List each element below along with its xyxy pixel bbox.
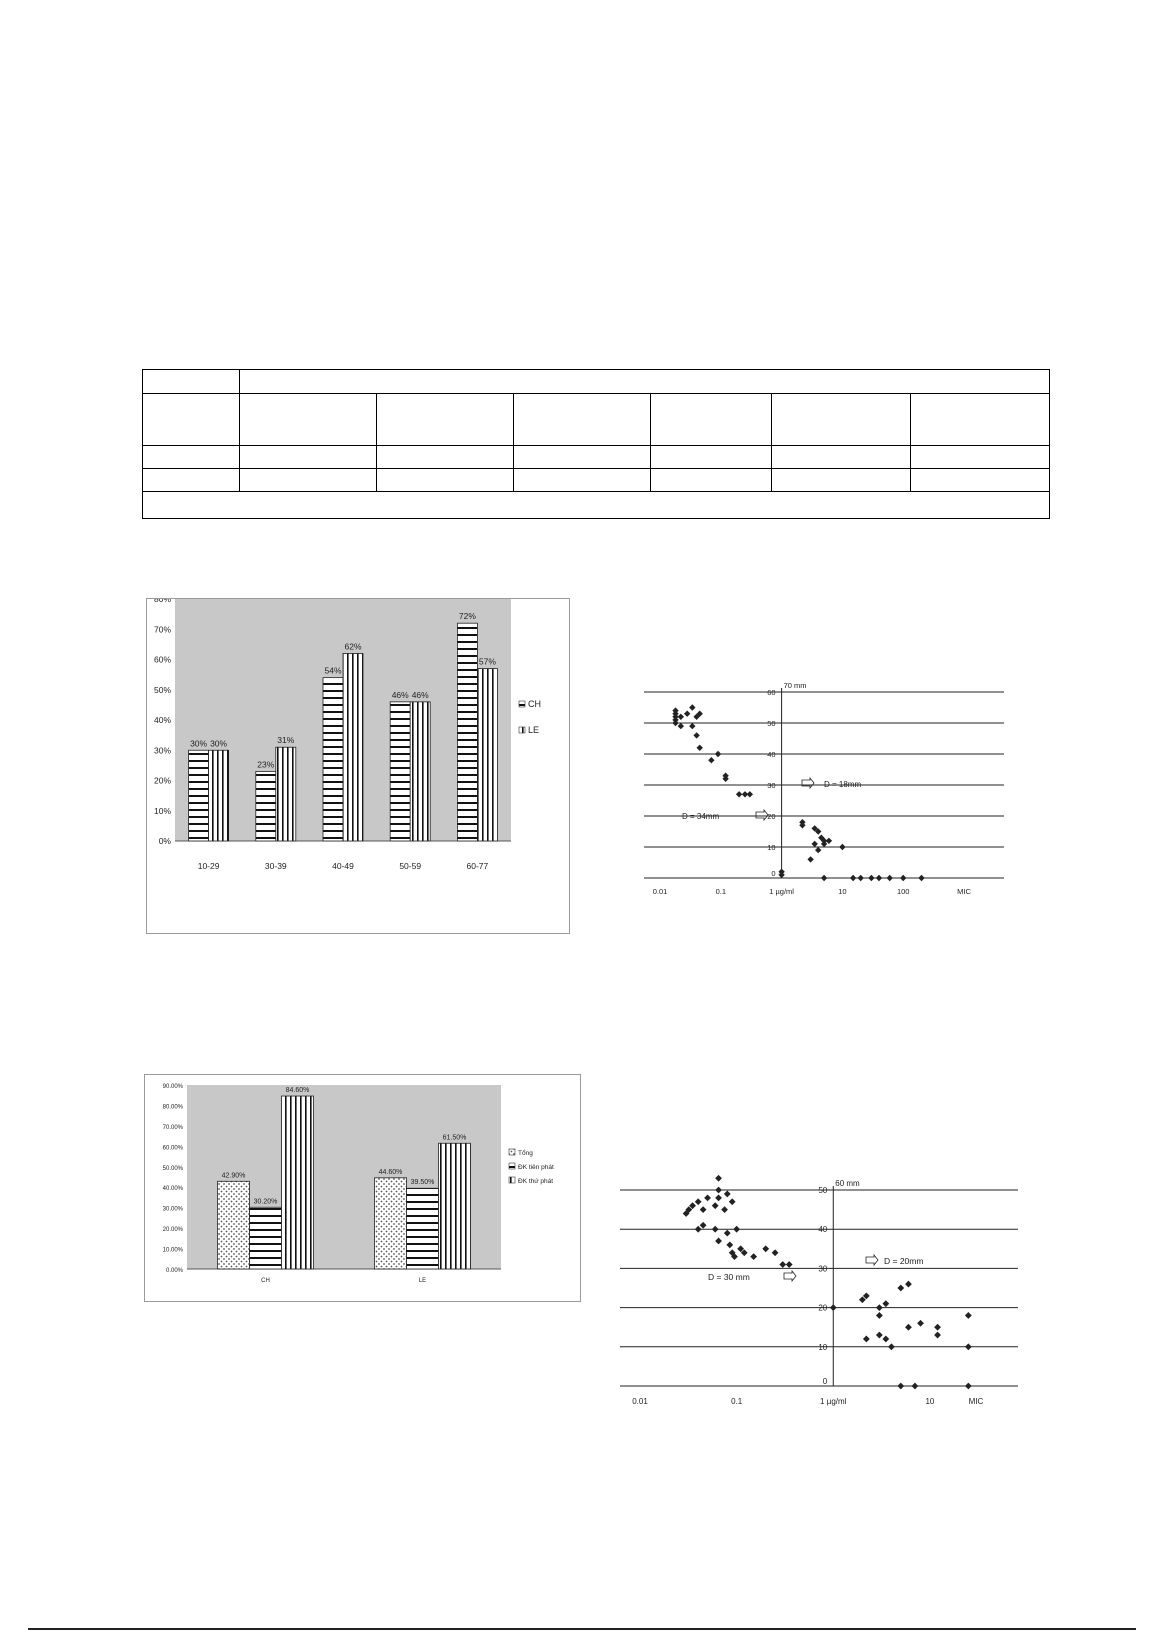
legend-swatch — [509, 1177, 515, 1183]
data-point — [726, 1241, 733, 1248]
bar-ĐK tiên phát-LE — [407, 1188, 439, 1269]
x-tick-label: 10 — [838, 887, 847, 896]
y-tick-label: 60.00% — [162, 1145, 183, 1152]
data-label: 61.50% — [442, 1134, 467, 1142]
y-tick-label: 60 — [767, 688, 776, 697]
data-point — [965, 1343, 972, 1350]
page-bottom-rule — [28, 1628, 1136, 1630]
data-point — [779, 1261, 786, 1268]
legend-swatch — [509, 1163, 515, 1169]
data-point — [712, 1226, 719, 1233]
data-point — [811, 841, 817, 847]
legend-label: ĐK tiên phát — [518, 1164, 554, 1171]
data-point — [917, 1320, 924, 1327]
legend-label: LE — [528, 725, 540, 735]
table-cell — [911, 445, 1050, 468]
y-axis-title: 60 mm — [835, 1179, 860, 1188]
y-tick-label: 20 — [767, 812, 776, 821]
bar-Tổng-LE — [375, 1178, 407, 1269]
table-cell — [240, 370, 1050, 394]
table-cell — [911, 468, 1050, 491]
data-point — [897, 1285, 904, 1292]
data-point — [697, 745, 703, 751]
y-tick-label: 0 — [822, 1377, 828, 1386]
data-label: 44.60% — [378, 1168, 403, 1176]
bar-LE-40-49 — [343, 653, 363, 841]
y-tick-label: 0 — [771, 869, 776, 878]
data-point — [876, 1332, 883, 1339]
y-tick-label: 30% — [153, 745, 171, 756]
data-point — [826, 838, 832, 844]
table-cell — [651, 394, 772, 445]
table-cell — [377, 394, 514, 445]
data-point — [715, 1194, 722, 1201]
data-label: 42.90% — [221, 1172, 246, 1180]
x-tick-label: 1 µg/ml — [769, 887, 794, 896]
legend-swatch — [519, 727, 525, 733]
data-point — [689, 704, 695, 710]
annotation: D = 30 mm — [708, 1272, 750, 1282]
table-cell — [143, 394, 240, 445]
x-tick-label: 40-49 — [332, 861, 354, 871]
y-tick-label: 40% — [153, 715, 171, 725]
group-bar-chart — [144, 1074, 581, 1302]
data-label: 39.50% — [410, 1179, 435, 1187]
data-point — [918, 875, 924, 881]
data-point — [815, 847, 821, 853]
data-label: 46% — [411, 689, 429, 700]
age-group-bar-svg — [147, 599, 569, 933]
data-label: 30% — [210, 738, 228, 749]
data-point — [729, 1198, 736, 1205]
table-cell — [377, 445, 514, 468]
bar-CH-60-77 — [457, 623, 477, 841]
data-point — [912, 1383, 919, 1390]
data-label: 23% — [257, 759, 275, 770]
table-cell — [772, 394, 911, 445]
x-tick-label: 60-77 — [466, 861, 489, 871]
bar-LE-50-59 — [410, 702, 430, 841]
data-point — [900, 875, 906, 881]
arrow-icon — [866, 1255, 878, 1265]
x-tick-label: 0.01 — [632, 1397, 648, 1406]
data-point — [858, 875, 864, 881]
table-cell — [143, 468, 240, 491]
x-tick-label: 0.01 — [652, 887, 668, 896]
data-point — [695, 1198, 702, 1205]
data-point — [965, 1312, 972, 1319]
bar-LE-10-29 — [209, 750, 229, 841]
data-point — [742, 791, 748, 797]
y-tick-label: 60% — [153, 654, 171, 665]
data-point — [882, 1336, 889, 1343]
data-point — [905, 1324, 912, 1331]
data-point — [708, 757, 714, 763]
x-tick-label: 1 µg/ml — [820, 1397, 847, 1406]
x-tick-label: LE — [418, 1278, 427, 1284]
bar-ĐK thứ phát-CH — [282, 1096, 314, 1269]
data-label: 72% — [458, 611, 476, 622]
data-point — [850, 875, 856, 881]
data-point — [876, 1304, 883, 1311]
data-point — [839, 844, 845, 850]
y-tick-label: 30 — [767, 781, 776, 790]
data-point — [876, 875, 882, 881]
y-tick-label: 70% — [153, 624, 171, 635]
data-point — [721, 1206, 728, 1213]
y-tick-label: 10 — [767, 843, 776, 852]
bar-ĐK thứ phát-LE — [439, 1143, 471, 1269]
x-tick-label: CH — [261, 1278, 270, 1284]
arrow-icon — [802, 778, 814, 788]
table-cell — [651, 445, 772, 468]
legend-swatch — [519, 701, 525, 707]
scatter-bottom-svg — [620, 1166, 1040, 1420]
bar-CH-30-39 — [256, 771, 276, 841]
arrow-icon — [756, 810, 768, 820]
data-label: 54% — [324, 665, 342, 676]
y-tick-label: 10 — [818, 1342, 828, 1352]
data-point — [736, 791, 742, 797]
scatter-bottom-chart — [620, 1166, 1040, 1420]
x-tick-label: 10-29 — [197, 861, 220, 871]
group-bar-svg — [145, 1075, 580, 1301]
y-tick-label: 50.00% — [162, 1165, 183, 1172]
data-point — [715, 1238, 722, 1245]
x-tick-label: MIC — [957, 887, 971, 896]
data-table — [142, 369, 1050, 519]
data-label: 46% — [391, 689, 409, 700]
age-group-bar-chart — [146, 598, 570, 934]
data-point — [888, 1343, 895, 1350]
table-cell — [651, 468, 772, 491]
data-point — [934, 1332, 941, 1339]
table-cell — [143, 492, 1050, 519]
y-tick-label: 40 — [818, 1225, 828, 1235]
bar-ĐK tiên phát-CH — [250, 1207, 282, 1269]
y-tick-label: 20.00% — [162, 1227, 183, 1234]
data-point — [715, 1175, 722, 1182]
bar-CH-40-49 — [323, 678, 343, 841]
y-tick-label: 0% — [158, 836, 171, 846]
data-point — [704, 1194, 711, 1201]
data-point — [807, 856, 813, 862]
data-point — [712, 1202, 719, 1209]
data-point — [700, 1222, 707, 1229]
table-cell — [514, 394, 651, 445]
data-point — [821, 875, 827, 881]
data-point — [772, 1249, 779, 1256]
y-tick-label: 40.00% — [162, 1186, 183, 1193]
legend-swatch — [509, 1149, 515, 1155]
y-tick-label: 50% — [153, 684, 171, 695]
data-point — [715, 1187, 722, 1194]
y-tick-label: 0.00% — [165, 1268, 183, 1274]
x-tick-label: 100 — [896, 887, 910, 896]
y-tick-label: 40 — [767, 750, 776, 759]
data-point — [684, 711, 690, 717]
data-point — [689, 723, 695, 729]
data-point — [876, 1312, 883, 1319]
data-label: 62% — [344, 641, 362, 652]
data-label: 57% — [478, 656, 496, 667]
y-axis-title: 70 mm — [783, 681, 807, 690]
y-tick-label: 10.00% — [162, 1247, 183, 1254]
data-point — [724, 1230, 731, 1237]
annotation: D = 20mm — [884, 1256, 924, 1266]
table-cell — [143, 370, 240, 394]
scatter-top-svg — [644, 668, 1014, 916]
data-point — [863, 1336, 870, 1343]
bar-CH-10-29 — [189, 750, 209, 841]
table-cell — [772, 468, 911, 491]
y-tick-label: 30 — [818, 1264, 828, 1274]
table-cell — [240, 468, 377, 491]
legend-label: Tổng — [518, 1150, 533, 1157]
table-cell — [240, 445, 377, 468]
table-cell — [143, 445, 240, 468]
data-point — [678, 714, 684, 720]
data-point — [700, 1206, 707, 1213]
scatter-top-chart — [644, 668, 1014, 916]
legend-label: ĐK thứ phát — [518, 1178, 554, 1185]
y-tick-label: 70.00% — [162, 1124, 183, 1131]
y-tick-label: 20% — [153, 775, 171, 786]
data-point — [786, 1261, 793, 1268]
data-point — [830, 1304, 837, 1311]
bar-LE-60-77 — [477, 669, 497, 841]
data-label: 31% — [277, 735, 295, 746]
arrow-icon — [784, 1271, 796, 1281]
x-tick-label: 0.1 — [731, 1397, 743, 1406]
y-tick-label: 80.00% — [162, 1104, 183, 1111]
table-cell — [911, 394, 1050, 445]
y-tick-label: 50 — [818, 1186, 828, 1195]
data-point — [715, 751, 721, 757]
data-point — [762, 1245, 769, 1252]
y-tick-label: 30.00% — [162, 1206, 183, 1213]
data-point — [678, 723, 684, 729]
annotation: D = 34mm — [682, 812, 720, 821]
bar-LE-30-39 — [276, 747, 296, 841]
data-point — [733, 1226, 740, 1233]
bar-Tổng-CH — [218, 1181, 250, 1269]
data-point — [868, 875, 874, 881]
y-tick-label: 10% — [153, 805, 171, 816]
data-point — [965, 1383, 972, 1390]
y-tick-label: 50 — [767, 719, 776, 728]
data-point — [750, 1253, 757, 1260]
table-cell — [514, 445, 651, 468]
data-point — [887, 875, 893, 881]
table-cell — [772, 445, 911, 468]
data-point — [724, 1191, 731, 1198]
data-point — [905, 1281, 912, 1288]
x-tick-label: 0.1 — [715, 887, 727, 896]
bar-CH-50-59 — [390, 702, 410, 841]
annotation: D = 18mm — [824, 780, 862, 789]
x-tick-label: 50-59 — [399, 861, 422, 871]
y-tick-label: 20 — [818, 1303, 828, 1313]
y-tick-label: 90.00% — [162, 1084, 183, 1090]
x-tick-label: MIC — [968, 1397, 984, 1406]
x-tick-label: 30-39 — [264, 861, 287, 871]
data-point — [897, 1383, 904, 1390]
data-label: 84.60% — [285, 1087, 310, 1095]
table-cell — [514, 468, 651, 491]
x-tick-label: 10 — [925, 1397, 935, 1406]
data-point — [693, 732, 699, 738]
data-label: 30.20% — [253, 1198, 278, 1206]
table-cell — [377, 468, 514, 491]
data-point — [695, 1226, 702, 1233]
y-tick-label: 80% — [153, 599, 171, 604]
data-label: 30% — [190, 738, 208, 749]
data-point — [934, 1324, 941, 1331]
table-cell — [240, 394, 377, 445]
legend-label: CH — [528, 699, 541, 709]
data-point — [882, 1300, 889, 1307]
